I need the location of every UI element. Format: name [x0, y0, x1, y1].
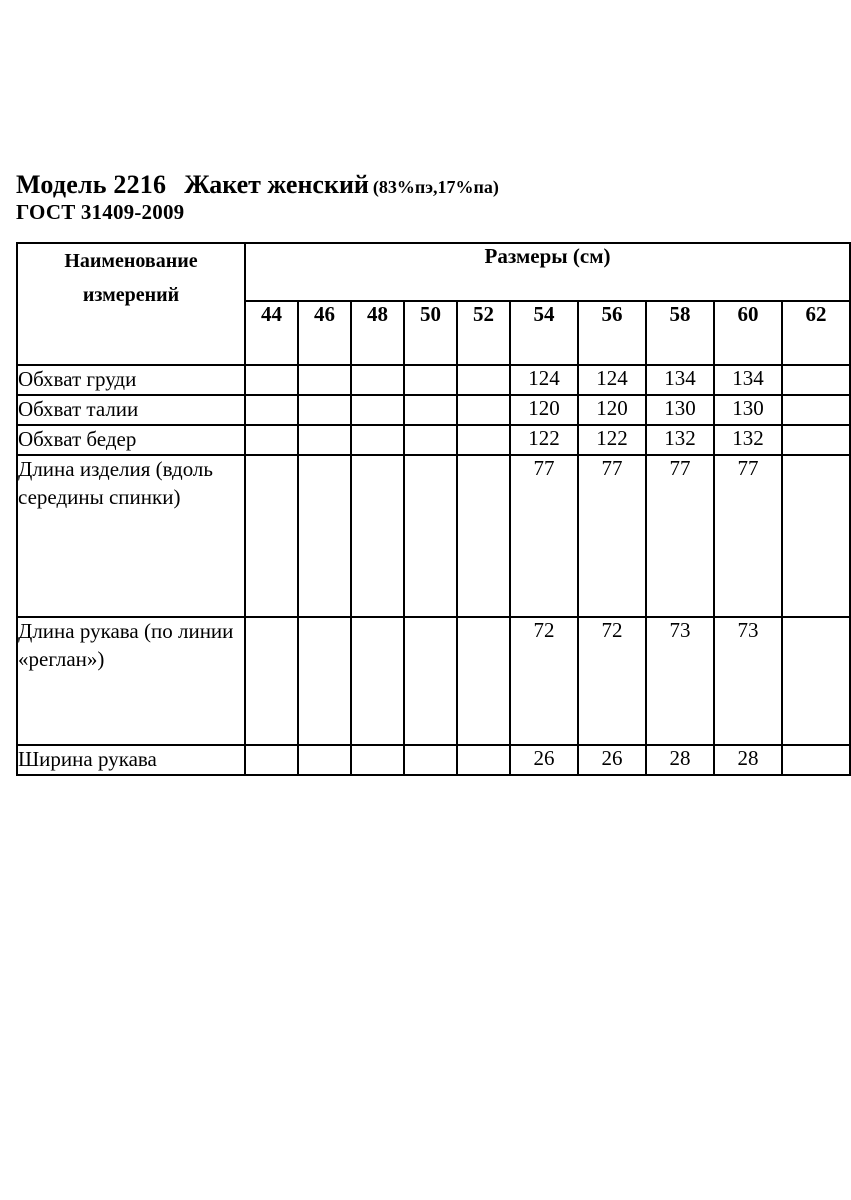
table-cell: 124 — [578, 365, 646, 395]
table-cell — [782, 365, 850, 395]
header-measurement-name — [17, 243, 245, 365]
table-cell — [782, 455, 850, 617]
table-cell: 26 — [578, 745, 646, 775]
table-cell — [457, 745, 510, 775]
table-cell — [404, 395, 457, 425]
table-cell — [298, 617, 351, 745]
table-cell: 28 — [714, 745, 782, 775]
table-cell — [404, 745, 457, 775]
header-size-60: 60 — [714, 301, 782, 365]
table-cell: 120 — [578, 395, 646, 425]
table-cell: 122 — [510, 425, 578, 455]
table-cell: 73 — [646, 617, 714, 745]
header-size-46: 46 — [298, 301, 351, 365]
table-cell: 122 — [578, 425, 646, 455]
table-cell: 130 — [714, 395, 782, 425]
row-label: Обхват талии — [17, 395, 245, 425]
row-label: Обхват груди — [17, 365, 245, 395]
measurements-table — [16, 242, 851, 776]
table-cell — [782, 745, 850, 775]
table-cell — [351, 425, 404, 455]
table-cell — [404, 455, 457, 617]
row-label: Длина рукава (по линии «реглан») — [17, 617, 245, 745]
row-label: Длина изделия (вдоль середины спинки) — [17, 455, 245, 617]
table-cell: 132 — [714, 425, 782, 455]
table-cell: 73 — [714, 617, 782, 745]
standard-label: ГОСТ 31409-2009 — [16, 200, 185, 225]
model-label: Модель 2216 — [16, 170, 167, 199]
table-cell — [782, 425, 850, 455]
table-cell — [298, 745, 351, 775]
table-cell — [245, 745, 298, 775]
table-row — [17, 745, 850, 775]
product-name: Жакет женский — [184, 170, 369, 199]
table-cell — [404, 425, 457, 455]
spec-sheet — [16, 170, 827, 776]
table-cell — [298, 425, 351, 455]
table-cell: 77 — [714, 455, 782, 617]
header-size-56: 56 — [578, 301, 646, 365]
table-header-row-sizes — [17, 243, 850, 301]
table-cell — [245, 395, 298, 425]
table-cell — [782, 617, 850, 745]
fabric-composition: (83%пэ,17%па) — [372, 177, 499, 197]
table-cell — [298, 365, 351, 395]
header-name-line1: Наименование — [64, 250, 198, 273]
table-cell — [457, 365, 510, 395]
table-row — [17, 617, 850, 745]
header-name-line2: измерений — [82, 284, 180, 307]
row-label: Ширина рукава — [17, 745, 245, 775]
header-size-44: 44 — [245, 301, 298, 365]
table-cell — [245, 455, 298, 617]
table-row — [17, 365, 850, 395]
table-cell — [351, 617, 404, 745]
table-cell: 26 — [510, 745, 578, 775]
table-cell — [245, 365, 298, 395]
table-cell — [457, 455, 510, 617]
table-cell: 72 — [510, 617, 578, 745]
header-size-54: 54 — [510, 301, 578, 365]
table-cell — [245, 425, 298, 455]
table-cell: 77 — [578, 455, 646, 617]
document-title — [16, 170, 816, 199]
table-row — [17, 395, 850, 425]
header-size-58: 58 — [646, 301, 714, 365]
table-cell — [351, 455, 404, 617]
table-cell: 134 — [714, 365, 782, 395]
table-cell — [457, 395, 510, 425]
header-size-48: 48 — [351, 301, 404, 365]
table-cell: 77 — [646, 455, 714, 617]
header-size-62: 62 — [782, 301, 850, 365]
header-sizes-group: Размеры (см) — [245, 243, 850, 301]
table-cell: 132 — [646, 425, 714, 455]
table-cell — [298, 455, 351, 617]
table-cell: 77 — [510, 455, 578, 617]
header-size-50: 50 — [404, 301, 457, 365]
header-size-52: 52 — [457, 301, 510, 365]
table-head — [17, 243, 850, 365]
table-cell — [404, 617, 457, 745]
table-cell: 134 — [646, 365, 714, 395]
table-cell: 120 — [510, 395, 578, 425]
table-cell: 28 — [646, 745, 714, 775]
table-cell: 72 — [578, 617, 646, 745]
table-cell — [404, 365, 457, 395]
table-cell — [457, 617, 510, 745]
table-row — [17, 455, 850, 617]
row-label: Обхват бедер — [17, 425, 245, 455]
table-cell — [351, 395, 404, 425]
table-cell — [351, 745, 404, 775]
table-cell — [457, 425, 510, 455]
table-cell — [298, 395, 351, 425]
table-row — [17, 425, 850, 455]
table-body — [17, 365, 850, 775]
table-cell: 124 — [510, 365, 578, 395]
table-cell — [782, 395, 850, 425]
table-cell — [245, 617, 298, 745]
table-cell: 130 — [646, 395, 714, 425]
table-cell — [351, 365, 404, 395]
